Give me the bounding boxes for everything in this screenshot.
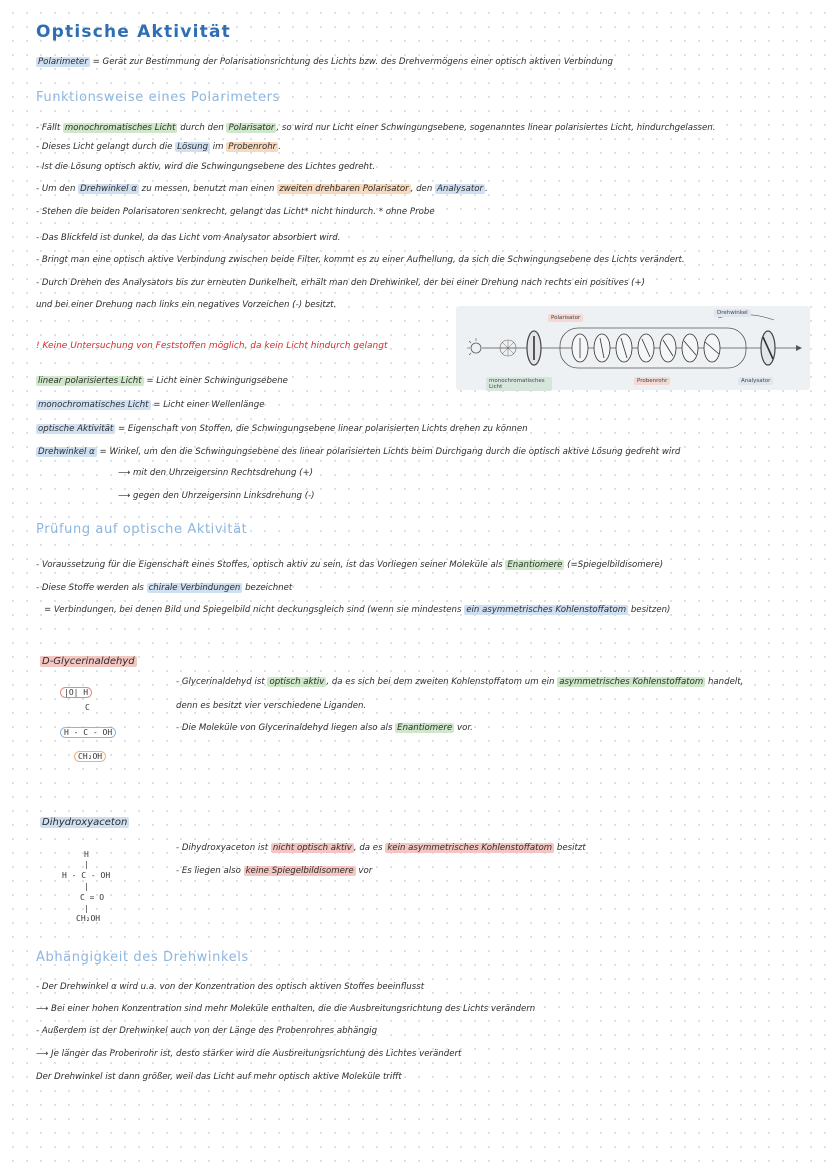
list-item [176, 842, 586, 854]
highlight: monochromatisches Licht [64, 123, 176, 133]
text-span: vor [355, 866, 373, 876]
highlight: kein asymmetrisches Kohlenstoffatom [387, 843, 553, 853]
list-item [176, 722, 473, 734]
formula-part: CH₂OH [74, 751, 106, 762]
list-item: ⟶ Je länger das Probenrohr ist, desto stärker wird die Ausbreitungsrichtung des Lichtes verändert [36, 1049, 462, 1059]
text-span: - Dihydroxyaceton ist [176, 843, 271, 853]
section-heading-pruefung: Prüfung auf optische Aktivität [36, 522, 248, 537]
text-span: . [278, 142, 281, 152]
text-span: = Verbindungen, bei denen Bild und Spiegelbild nicht deckungsgleich sind (wenn sie mindestens [44, 605, 465, 615]
intro-text: = Gerät zur Bestimmung der Polarisationsrichtung des Lichts bzw. des Drehvermögens einer optisch aktiven Verbindung [89, 57, 614, 67]
highlight: chirale Verbindungen [148, 583, 241, 593]
text-span: bezeichnet [242, 583, 293, 593]
list-item: ⟶ Bei einer hohen Konzentration sind mehr Moleküle enthalten, die die Ausbreitungsrichtung des Lichts verändern [36, 1004, 536, 1014]
highlight: Analysator [437, 184, 484, 194]
list-item: - Der Drehwinkel α wird u.a. von der Konzentration des optisch aktiven Stoffes beeinflusst [36, 982, 425, 992]
intro-line [36, 56, 613, 68]
text-span: besitzt [554, 843, 586, 853]
polarimeter-diagram [456, 306, 810, 390]
definition [36, 423, 528, 435]
definition-term: Drehwinkel α [38, 447, 95, 457]
text-span: handelt, [705, 677, 744, 687]
list-item: und bei einer Drehung nach links ein negatives Vorzeichen (-) besitzt. [36, 300, 337, 310]
text-span: , da es [353, 843, 386, 853]
unpolarized-light-icon [500, 340, 516, 356]
definition-text: = Licht einer Schwingungsebene [143, 376, 288, 386]
dihydroxy-formula-3: | [84, 882, 89, 891]
highlight: Enantiomere [507, 560, 563, 570]
label-drehwinkel: Drehwinkel [714, 309, 751, 317]
glycerin-formula-bottom [74, 752, 106, 761]
rotation-ellipses [572, 334, 720, 362]
label-probenrohr: Probenrohr [634, 377, 670, 385]
dihydroxy-formula-0: H [84, 850, 89, 859]
text-span: - Voraussetzung für die Eigenschaft eines Stoffes, optisch aktiv zu sein, ist das Vorliegen seiner Moleküle als [36, 560, 506, 570]
compound-name-text: Dihydroxyaceton [42, 817, 128, 828]
text-span: . [485, 184, 488, 194]
definition-text: = Eigenschaft von Stoffen, die Schwingungsebene linear polarisierten Lichts drehen zu können [115, 424, 528, 434]
list-item: - Durch Drehen des Analysators bis zur erneuten Dunkelheit, erhält man den Drehwinkel, der bei einer Drehung nach rechts ein positives (+) [36, 278, 646, 288]
intro-term: Polarimeter [38, 57, 88, 67]
list-item [36, 122, 715, 134]
highlight: Probenrohr [228, 142, 277, 152]
list-item: - Außerdem ist der Drehwinkel auch von der Länge des Probenrohres abhängig [36, 1026, 378, 1036]
definition-term: optische Aktivität [38, 424, 114, 434]
dihydroxy-formula-4: C = O [80, 893, 105, 902]
highlight: Enantiomere [397, 723, 453, 733]
section-heading-abhaengigkeit: Abhängigkeit des Drehwinkels [36, 950, 249, 965]
definition [36, 446, 680, 458]
formula-part: H - C - OH [60, 727, 116, 738]
list-item [176, 865, 372, 877]
text-span: , da es sich bei dem zweiten Kohlenstoffatom um ein [326, 677, 558, 687]
list-item: - Stehen die beiden Polarisatoren senkrecht, gelangt das Licht* nicht hindurch. * ohne Probe [36, 207, 435, 217]
list-item [36, 559, 663, 571]
section-heading-funktionsweise: Funktionsweise eines Polarimeters [36, 90, 280, 105]
list-item: denn es besitzt vier verschiedene Liganden. [176, 701, 367, 711]
text-span: - Glycerinaldehyd ist [176, 677, 268, 687]
dihydroxy-formula-5: | [84, 904, 89, 913]
list-item: - Ist die Lösung optisch aktiv, wird die Schwingungsebene des Lichtes gedreht. [36, 162, 376, 172]
label-polarisator: Polarisator [548, 314, 583, 322]
rotation-left: ⟶ gegen den Uhrzeigersinn Linksdrehung (-) [118, 491, 315, 501]
text-span: - Es liegen also [176, 866, 244, 876]
compound-name-text: D-Glycerinaldehyd [42, 656, 135, 667]
text-span: durch den [177, 123, 227, 133]
glycerin-formula-carbon: C [85, 703, 90, 712]
dihydroxy-formula-6: CH₂OH [76, 914, 101, 923]
text-span: - Dieses Licht gelangt durch die [36, 142, 176, 152]
text-span: - Diese Stoffe werden als [36, 583, 147, 593]
list-item: - Bringt man eine optisch aktive Verbindung zwischen beide Filter, kommt es zu einer Aufhellung, da sich die Schwingungsebene des Lichts verändert. [36, 255, 685, 265]
highlight: zweiten drehbaren Polarisator [279, 184, 409, 194]
definition [36, 375, 288, 387]
text-span: , so wird nur Licht einer Schwingungsebene, sogenanntes linear polarisiertes Licht, hindurchgelassen. [276, 123, 716, 133]
dihydroxy-formula-1: | [84, 860, 89, 869]
text-span: (=Spiegelbildisomere) [564, 560, 664, 570]
list-item [36, 582, 292, 594]
label-analysator: Analysator [738, 377, 773, 385]
list-item [44, 604, 670, 616]
dihydroxy-formula-2: H - C - OH [62, 871, 111, 880]
highlight: ein asymmetrisches Kohlenstoffatom [466, 605, 627, 615]
list-item [36, 183, 488, 195]
page-title: Optische Aktivität [36, 22, 231, 42]
label-licht: monochromatisches Licht [486, 377, 552, 391]
highlight: Lösung [177, 142, 209, 152]
highlight: Polarisator [228, 123, 275, 133]
glycerin-formula-row [60, 728, 116, 737]
text-span: im [210, 142, 227, 152]
definition-term: linear polarisiertes Licht [38, 376, 142, 386]
text-span: , den [410, 184, 436, 194]
warning-note: ! Keine Untersuchung von Feststoffen möglich, da kein Licht hindurch gelangt [36, 341, 388, 351]
text-span: vor. [454, 723, 473, 733]
highlight: optisch aktiv [269, 677, 325, 687]
text-span: - Fällt [36, 123, 63, 133]
formula-part: |O| H [60, 687, 92, 698]
highlight: nicht optisch aktiv [272, 843, 352, 853]
text-span: - Um den [36, 184, 79, 194]
glycerin-formula-top [60, 688, 92, 697]
list-item [36, 141, 281, 153]
compound-name-glycerin [40, 656, 137, 668]
list-item: - Das Blickfeld ist dunkel, da das Licht vom Analysator absorbiert wird. [36, 233, 341, 243]
rotation-right: ⟶ mit den Uhrzeigersinn Rechtsdrehung (+) [118, 468, 314, 478]
lamp-icon [467, 338, 481, 355]
text-span: zu messen, benutzt man einen [138, 184, 278, 194]
compound-name-dihydroxy [40, 817, 129, 829]
definition-term: monochromatisches Licht [38, 400, 149, 410]
highlight: asymmetrisches Kohlenstoffatom [559, 677, 704, 687]
highlight: Drehwinkel α [80, 184, 137, 194]
list-item: Der Drehwinkel ist dann größer, weil das Licht auf mehr optisch aktive Moleküle trifft [36, 1072, 402, 1082]
text-span: - Die Moleküle von Glycerinaldehyd liegen also als [176, 723, 396, 733]
definition-text: = Licht einer Wellenlänge [150, 400, 265, 410]
definition [36, 399, 264, 411]
highlight: keine Spiegelbildisomere [245, 866, 354, 876]
list-item [176, 676, 743, 688]
definition-text: = Winkel, um den die Schwingungsebene des linear polarisierten Lichts beim Durchgang durch die optisch aktive Lösung gedreht wird [96, 447, 681, 457]
text-span: besitzen) [628, 605, 671, 615]
